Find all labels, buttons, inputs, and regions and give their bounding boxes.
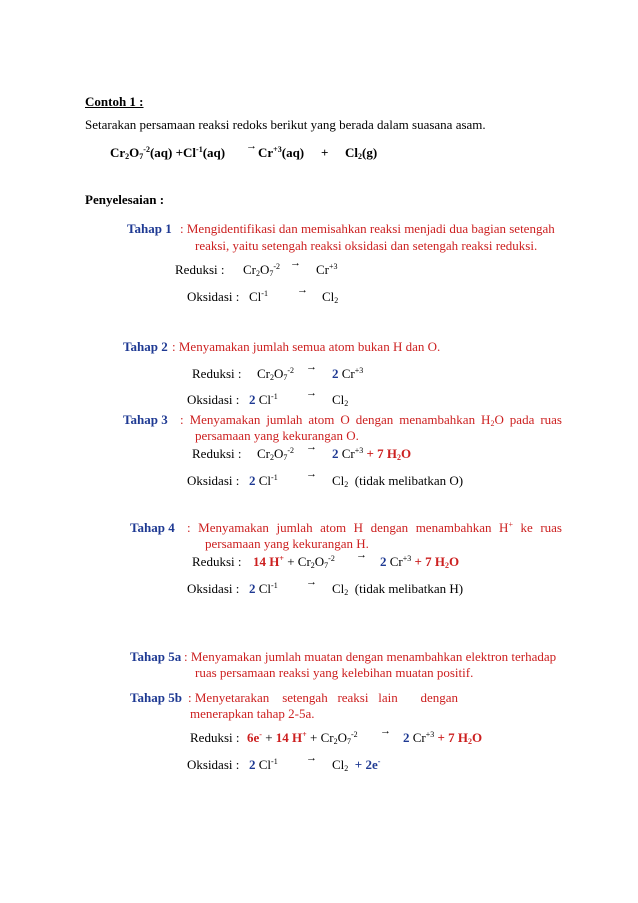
step2-oxidation-label: Oksidasi : [187,392,240,407]
step3-reduction-label: Reduksi : [192,446,242,461]
main-equation-plus: + [321,145,329,160]
step4-reduction-arrow: → [356,549,367,561]
step5b-reduction-product: 2 $Cr^{+3} + 7$ $H_2O$ [403,730,483,746]
step4-reduction-product: 2 $Cr^{+3} + 7$ $H_2O$ [380,554,460,570]
step1-reduction-label: Reduksi : [175,262,225,277]
step5b-reduction-reactant: 6e- + 14 $H^+ + Cr_2O_7^{-2}$ [247,730,358,746]
main-equation-product-cl: $Cl_2(g)$ [345,145,378,161]
step4-desc-line2: persamaan yang kekurangan H. [205,536,369,551]
step5b-reduction-arrow: → [380,725,391,737]
step5a-desc-line2: ruas persamaan reaksi yang kelebihan muatan positif. [195,665,474,680]
solution-heading: Penyelesaian : [85,192,165,207]
step4-reduction-reactant: 14 $H^+ + Cr_2O_7^{-2}$ [253,554,335,570]
main-equation-arrow: → [246,140,257,152]
step3-desc-line2: persamaan yang kekurangan O. [195,428,359,443]
step4-oxidation-reactant: 2 $Cl^{-1}$ [249,581,278,596]
step2-reduction-product: 2 $Cr^{+3}$ [332,366,364,381]
step5b-oxidation-product: $Cl_2 + 2e^-$ [332,757,381,773]
step3-label: Tahap 3 [123,412,168,427]
step1-desc-line1: : Mengidentifikasi dan memisahkan reaksi menjadi dua bagian setengah [180,221,555,236]
step1-oxidation-product: $Cl_2$ [322,289,339,305]
step2-reduction-arrow: → [306,361,317,373]
step1-reduction-reactant: $Cr_2O_7^{-2}$ [243,262,281,278]
step3-reduction-product: 2 $Cr^{+3} + 7$ $H_2O$ [332,446,412,462]
step5a-desc-line1: : Menyamakan jumlah muatan dengan menambahkan elektron terhadap [184,649,557,664]
step4-oxidation-product: $Cl_2$ (tidak melibatkan H) [332,581,464,597]
step1-oxidation-arrow: → [297,284,308,296]
step1-desc-line2: reaksi, yaitu setengah reaksi oksidasi dan setengah reaksi reduksi. [195,238,538,253]
step5a-label: Tahap 5a [130,649,182,664]
step2-label: Tahap 2 [123,339,168,354]
step1-label: Tahap 1 [127,221,172,236]
main-equation-reactants: $Cr_2O_7^{-2}(aq) +Cl^{-1}(aq)$ [110,145,226,161]
step2-desc: : Menyamakan jumlah semua atom bukan H dan O. [172,339,441,354]
step3-oxidation-label: Oksidasi : [187,473,240,488]
step3-desc-line1: : Menyamakan jumlah atom O dengan menambahkan $H_2O$ pada ruas [180,412,562,428]
step3-oxidation-product: $Cl_2$ (tidak melibatkan O) [332,473,464,489]
step2-oxidation-product: $Cl_2$ [332,392,349,408]
step2-oxidation-reactant: 2 $Cl^{-1}$ [249,392,278,407]
step5b-oxidation-label: Oksidasi : [187,757,240,772]
step2-oxidation-arrow: → [306,387,317,399]
step3-oxidation-arrow: → [306,468,317,480]
step5b-desc-line1: : Menyetarakan setengah reaksi lain dengan [188,690,459,705]
step4-label: Tahap 4 [130,520,175,535]
step4-desc-line1: : Menyamakan jumlah atom H dengan menambahkan H+ ke ruas [187,520,562,535]
step2-reduction-reactant: $Cr_2O_7^{-2}$ [257,366,295,382]
step5b-reduction-label: Reduksi : [190,730,240,745]
step3-reduction-arrow: → [306,441,317,453]
step3-oxidation-reactant: 2 $Cl^{-1}$ [249,473,278,488]
step3-reduction-reactant: $Cr_2O_7^{-2}$ [257,446,295,462]
step1-reduction-product: $Cr^{+3}$ [316,262,338,277]
step5b-desc-line2: menerapkan tahap 2-5a. [190,706,315,721]
step1-oxidation-reactant: $Cl^{-1}$ [249,289,268,304]
step5b-label: Tahap 5b [130,690,182,705]
step4-reduction-label: Reduksi : [192,554,242,569]
step4-oxidation-label: Oksidasi : [187,581,240,596]
step5b-oxidation-reactant: 2 $Cl^{-1}$ [249,757,278,772]
step5b-oxidation-arrow: → [306,752,317,764]
step1-oxidation-label: Oksidasi : [187,289,240,304]
step1-reduction-arrow: → [290,257,301,269]
step2-reduction-label: Reduksi : [192,366,242,381]
example-instruction: Setarakan persamaan reaksi redoks berikut yang berada dalam suasana asam. [85,117,486,132]
step4-oxidation-arrow: → [306,576,317,588]
example-title: Contoh 1 : [85,94,144,109]
main-equation-product-cr: $Cr^{+3}(aq)$ [258,145,305,160]
